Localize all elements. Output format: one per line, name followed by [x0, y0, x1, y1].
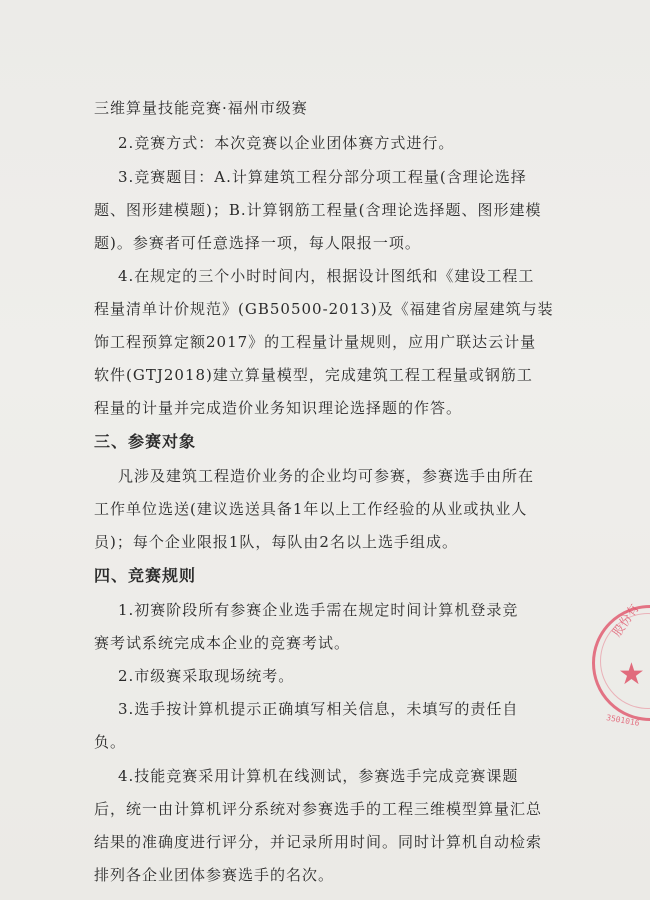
text-line: 4.技能竞赛采用计算机在线测试，参赛选手完成竞赛课题 [118, 767, 519, 785]
text-line: 题)。参赛者可任意选择一项，每人限报一项。 [94, 234, 421, 252]
seal-number: 3501016 [605, 713, 641, 728]
text-line: 3.竞赛题目：A.计算建筑工程分部分项工程量(含理论选择 [118, 168, 527, 186]
text-line: 1.初赛阶段所有参赛企业选手需在规定时间计算机登录竞 [118, 601, 519, 619]
text-line: 结果的准确度进行评分，并记录所用时间。同时计算机自动检索 [94, 833, 543, 851]
text-line: 赛考试系统完成本企业的竞赛考试。 [94, 634, 351, 652]
text-line: 程量的计量并完成造价业务知识理论选择题的作答。 [94, 399, 463, 417]
text-line: 三维算量技能竞赛·福州市级赛 [94, 99, 308, 117]
text-line: 软件(GTJ2018)建立算量模型，完成建筑工程工程量或钢筋工 [94, 366, 533, 384]
text-line: 员)；每个企业限报1队，每队由2名以上选手组成。 [94, 533, 458, 551]
seal-text: 股份有 [609, 601, 642, 640]
text-line: 排列各企业团体参赛选手的名次。 [94, 866, 335, 884]
text-line: 2.竞赛方式：本次竞赛以企业团体赛方式进行。 [118, 134, 455, 152]
section-heading: 四、竞赛规则 [94, 566, 197, 585]
text-line: 3.选手按计算机提示正确填写相关信息，未填写的责任自 [118, 700, 519, 718]
text-line: 工作单位选送(建议选送具备1年以上工作经验的从业或执业人 [94, 500, 528, 518]
text-line: 凡涉及建筑工程造价业务的企业均可参赛，参赛选手由所在 [118, 467, 535, 485]
text-line: 2.市级赛采取现场统考。 [118, 667, 295, 685]
text-line: 饰工程预算定额2017》的工程量计量规则，应用广联达云计量 [94, 333, 537, 351]
text-line: 后，统一由计算机评分系统对参赛选手的工程三维模型算量汇总 [94, 800, 543, 818]
text-line: 负。 [94, 733, 127, 751]
text-line: 题、图形建模题)；B.计算钢筋工程量(含理论选择题、图形建模 [94, 201, 542, 219]
text-line: 4.在规定的三个小时时间内，根据设计图纸和《建设工程工 [118, 267, 535, 285]
section-heading: 三、参赛对象 [94, 432, 197, 451]
seal-star-icon: ★ [618, 657, 645, 692]
text-line: 程量清单计价规范》(GB50500-2013)及《福建省房屋建筑与装 [94, 300, 554, 318]
